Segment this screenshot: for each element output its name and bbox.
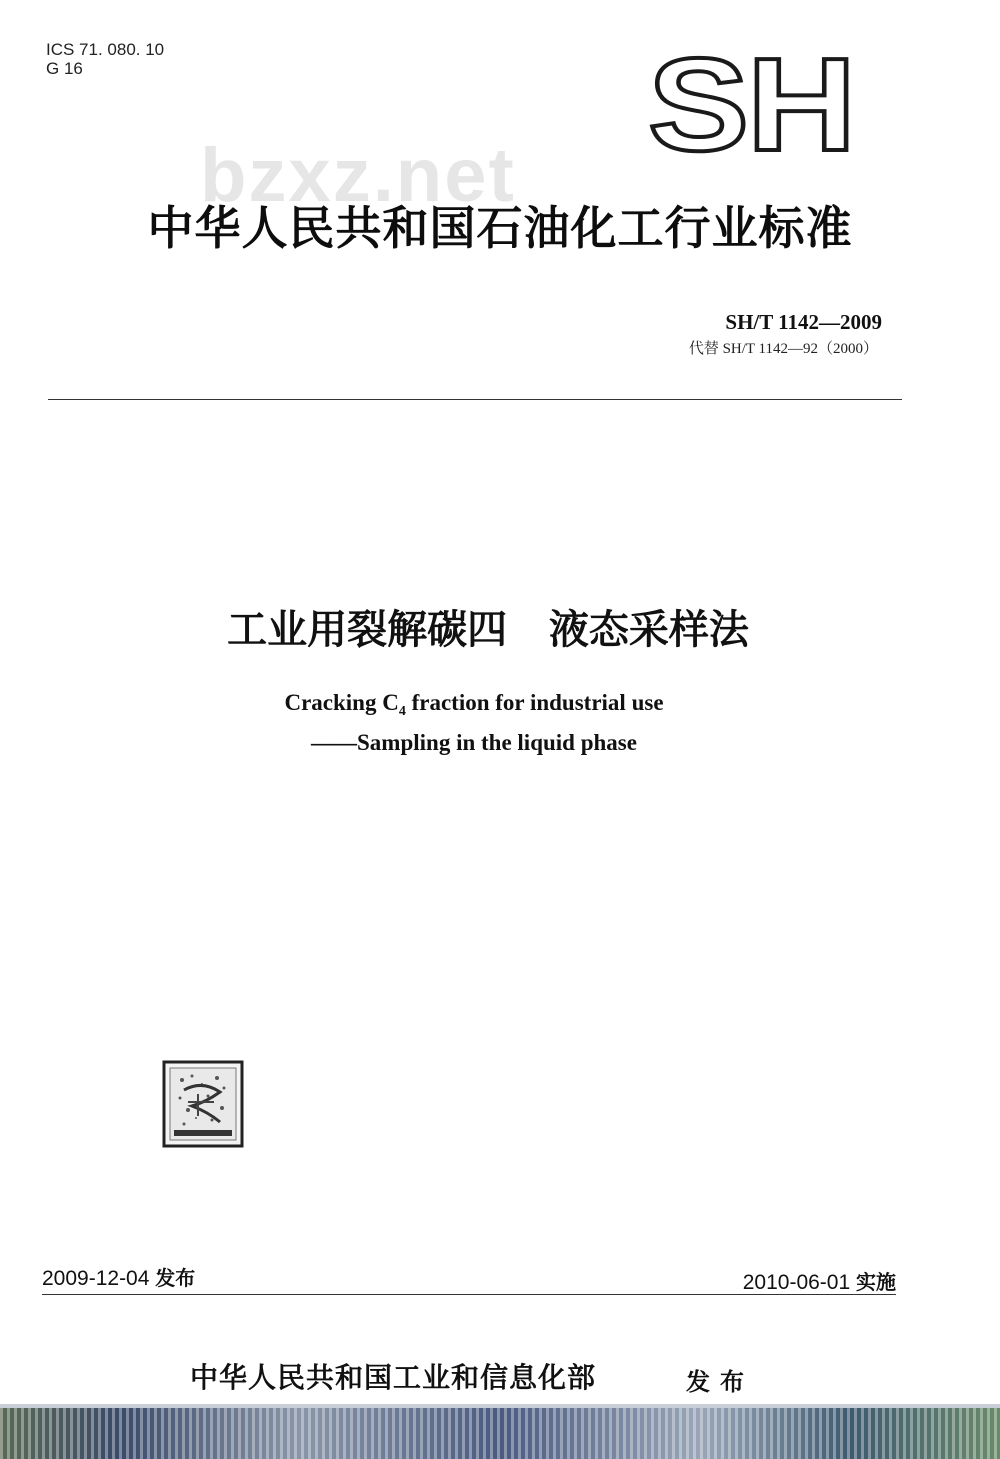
ics-code: ICS 71. 080. 10 — [46, 40, 165, 59]
publisher-name: 中华人民共和国工业和信息化部 — [190, 1361, 597, 1394]
bottom-divider — [42, 1294, 896, 1295]
issue-date — [42, 1262, 195, 1291]
industry-standard-title: 中华人民共和国石油化工行业标准 — [147, 201, 853, 255]
document-title-cn — [0, 598, 1000, 655]
issue-label: 发布 — [155, 1266, 196, 1290]
en-title-prefix: Cracking C — [284, 690, 399, 715]
document-title-cn-part2: 液态采样法 — [548, 607, 749, 653]
en-title-subscript: 4 — [398, 704, 406, 719]
document-title-en-line1 — [0, 690, 1000, 719]
publish-label: 发布 — [686, 1368, 754, 1396]
sh-logo — [645, 50, 857, 154]
top-divider — [48, 399, 902, 400]
logo-text: SH — [648, 50, 854, 154]
issue-date-value: 2009-12-04 — [42, 1267, 150, 1290]
document-title-en-line2: ——Sampling in the liquid phase — [311, 730, 637, 755]
ics-classification — [46, 40, 164, 78]
category-code: G 16 — [46, 59, 83, 78]
implement-label: 实施 — [856, 1270, 896, 1294]
watermark: bzxz.net — [200, 133, 516, 218]
implement-date-value: 2010-06-01 — [742, 1271, 851, 1294]
replaces-standard: 代替 SH/T 1142—92（2000） — [688, 341, 878, 357]
en-title-suffix: fraction for industrial use — [405, 690, 664, 715]
decorative-band — [0, 1404, 1000, 1459]
document-title-cn-part1: 工业用裂解碳四 — [227, 607, 508, 653]
anti-counterfeit-seal-icon — [162, 1060, 244, 1148]
implement-date — [743, 1266, 896, 1295]
standard-number: SH/T 1142—2009 — [725, 310, 882, 334]
